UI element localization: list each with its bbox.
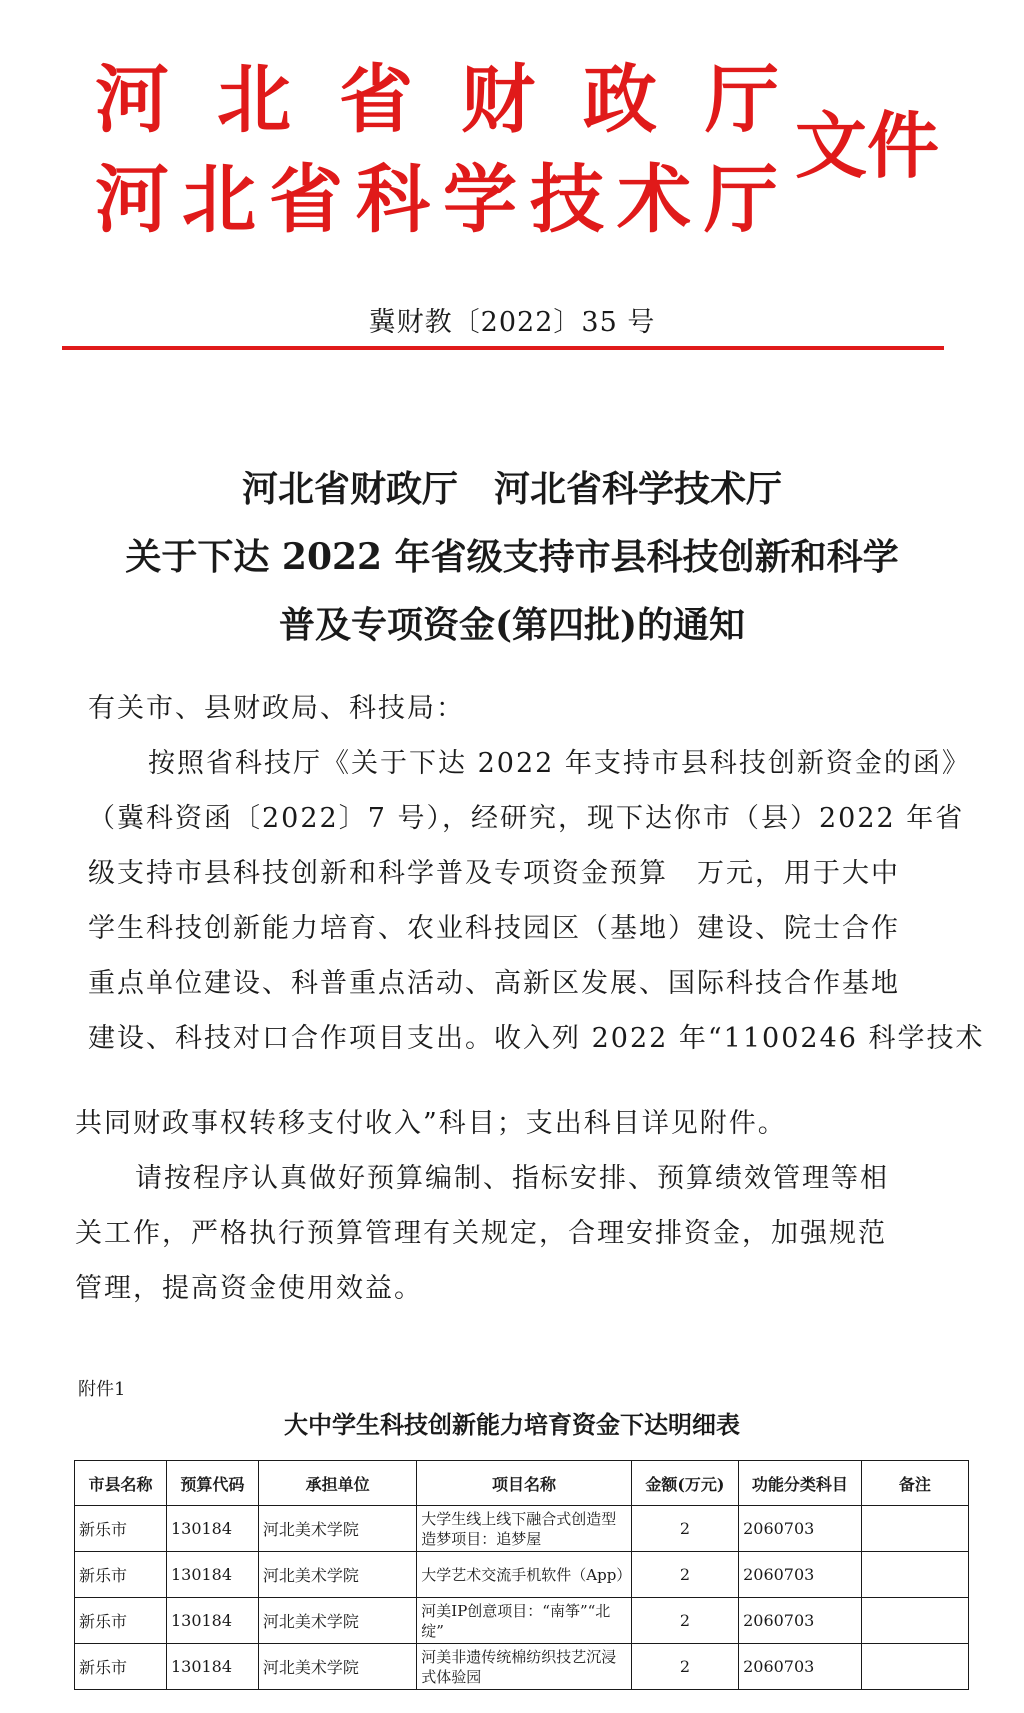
column-header: 市县名称 (75, 1461, 167, 1506)
header-char: 厅 (705, 57, 781, 143)
column-header: 金额(万元) (631, 1461, 738, 1506)
cell-category: 2060703 (739, 1644, 862, 1690)
header-char: 学 (443, 157, 519, 243)
title-line: 关于下达 2022 年省级支持市县科技创新和科学 (125, 536, 899, 578)
header-char: 北 (217, 57, 293, 143)
column-header: 预算代码 (166, 1461, 258, 1506)
cell-project: 河美IP创意项目：“南筝”“北绽” (417, 1598, 632, 1644)
table-row (75, 1552, 969, 1598)
cell-note (861, 1506, 968, 1552)
document-title (60, 455, 964, 659)
cell-city: 新乐市 (75, 1598, 167, 1644)
cell-unit: 河北美术学院 (258, 1644, 416, 1690)
cell-city: 新乐市 (75, 1552, 167, 1598)
header-document-suffix: 文件 (795, 103, 940, 188)
cell-code: 130184 (166, 1506, 258, 1552)
header-char: 省 (269, 157, 345, 243)
cell-code: 130184 (166, 1644, 258, 1690)
column-header: 备注 (861, 1461, 968, 1506)
cell-city: 新乐市 (75, 1506, 167, 1552)
paragraph-line: 重点单位建设、科普重点活动、高新区发展、国际科技合作基地 (88, 968, 900, 999)
header-char: 河 (95, 157, 171, 243)
cell-unit: 河北美术学院 (258, 1598, 416, 1644)
cell-category: 2060703 (739, 1552, 862, 1598)
header-char: 财 (461, 57, 537, 143)
header-char: 省 (339, 57, 415, 143)
column-header: 承担单位 (258, 1461, 416, 1506)
header-issuer-science (95, 157, 791, 243)
table-row (75, 1506, 969, 1552)
cell-project: 大学艺术交流手机软件（App） (417, 1552, 632, 1598)
header-char: 北 (182, 157, 258, 243)
funding-detail-table (74, 1460, 969, 1690)
header-char: 政 (583, 57, 659, 143)
cell-amount: 2 (631, 1644, 738, 1690)
cell-project: 河美非遗传统棉纺织技艺沉浸式体验园 (417, 1644, 632, 1690)
cell-amount: 2 (631, 1598, 738, 1644)
paragraph-line: 建设、科技对口合作项目支出。收入列 2022 年“1100246 科学技术 (88, 1023, 985, 1054)
red-divider (62, 346, 944, 350)
paragraph-line: 级支持市县科技创新和科学普及专项资金预算 万元，用于大中 (88, 858, 900, 889)
header-char: 厅 (704, 157, 780, 243)
cell-note (861, 1644, 968, 1690)
header-char: 河 (95, 57, 171, 143)
paragraph-line: 按照省科技厅《关于下达 2022 年支持市县科技创新资金的函》 (148, 748, 971, 779)
document-header (95, 55, 955, 265)
paragraph-line: 关工作，严格执行预算管理有关规定，合理安排资金，加强规范 (75, 1218, 887, 1249)
table-title: 大中学生科技创新能力培育资金下达明细表 (284, 1410, 740, 1439)
cell-unit: 河北美术学院 (258, 1552, 416, 1598)
table-row (75, 1598, 969, 1644)
header-issuer-finance (95, 57, 827, 143)
document-number: 冀财教〔2022〕35 号 (368, 307, 656, 338)
salutation: 有关市、县财政局、科技局： (88, 693, 465, 724)
cell-code: 130184 (166, 1598, 258, 1644)
column-header: 项目名称 (417, 1461, 632, 1506)
table-row (75, 1644, 969, 1690)
cell-category: 2060703 (739, 1598, 862, 1644)
column-header: 功能分类科目 (739, 1461, 862, 1506)
cell-amount: 2 (631, 1506, 738, 1552)
header-char: 技 (530, 157, 606, 243)
paragraph-line: 学生科技创新能力培育、农业科技园区（基地）建设、院士合作 (88, 913, 900, 944)
annex-label: 附件1 (78, 1379, 126, 1400)
paragraph-line: 请按程序认真做好预算编制、指标安排、预算绩效管理等相 (135, 1163, 889, 1194)
paragraph-line: 共同财政事权转移支付收入”科目；支出科目详见附件。 (75, 1108, 787, 1139)
title-line: 河北省财政厅 河北省科学技术厅 (241, 468, 782, 510)
paragraph-line: （冀科资函〔2022〕7 号），经研究，现下达你市（县）2022 年省 (88, 803, 965, 834)
cell-amount: 2 (631, 1552, 738, 1598)
cell-note (861, 1598, 968, 1644)
cell-project: 大学生线上线下融合式创造型造梦项目：追梦屋 (417, 1506, 632, 1552)
table-header-row (75, 1461, 969, 1506)
cell-city: 新乐市 (75, 1644, 167, 1690)
cell-unit: 河北美术学院 (258, 1506, 416, 1552)
header-char: 术 (617, 157, 693, 243)
paragraph-line: 管理，提高资金使用效益。 (75, 1273, 423, 1304)
cell-category: 2060703 (739, 1506, 862, 1552)
title-line: 普及专项资金(第四批)的通知 (278, 604, 746, 646)
header-char: 科 (356, 157, 432, 243)
cell-note (861, 1552, 968, 1598)
cell-code: 130184 (166, 1552, 258, 1598)
